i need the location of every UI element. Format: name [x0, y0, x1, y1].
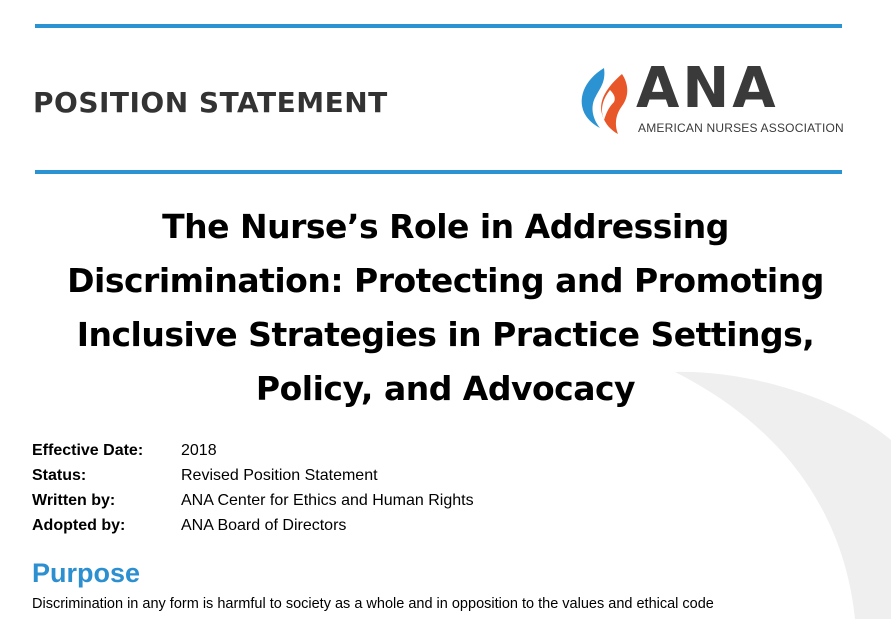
flame-logo-icon	[574, 66, 632, 136]
logo-acronym: ANA	[636, 56, 779, 121]
metadata-label: Effective Date:	[32, 441, 144, 459]
document-title: The Nurse’s Role in Addressing Discrimination: Protecting and Promoting Inclusive Strategies in Practice Settings, Policy, and Advocacy	[67, 207, 824, 408]
purpose-paragraph: Discrimination in any form is harmful to society as a whole and in opposition to the values and ethical code	[32, 596, 714, 612]
header-top-rule	[35, 24, 842, 28]
metadata-label: Written by:	[32, 491, 116, 509]
metadata-row-effective-date	[32, 438, 474, 463]
document-type-label: POSITION STATEMENT	[33, 86, 388, 119]
metadata-value: Revised Position Statement	[181, 466, 378, 484]
metadata-value: 2018	[181, 441, 217, 459]
metadata-row-written-by	[32, 488, 474, 513]
metadata-value: ANA Center for Ethics and Human Rights	[181, 491, 474, 509]
document-metadata	[32, 438, 474, 538]
ana-logo	[574, 56, 844, 140]
metadata-value: ANA Board of Directors	[181, 516, 347, 534]
metadata-row-adopted-by	[32, 513, 474, 538]
metadata-label: Status:	[32, 466, 87, 484]
metadata-label: Adopted by:	[32, 516, 126, 534]
metadata-row-status	[32, 463, 474, 488]
logo-organization-name: AMERICAN NURSES ASSOCIATION	[638, 121, 844, 135]
header-bottom-rule	[35, 170, 842, 174]
purpose-heading: Purpose	[32, 558, 141, 588]
